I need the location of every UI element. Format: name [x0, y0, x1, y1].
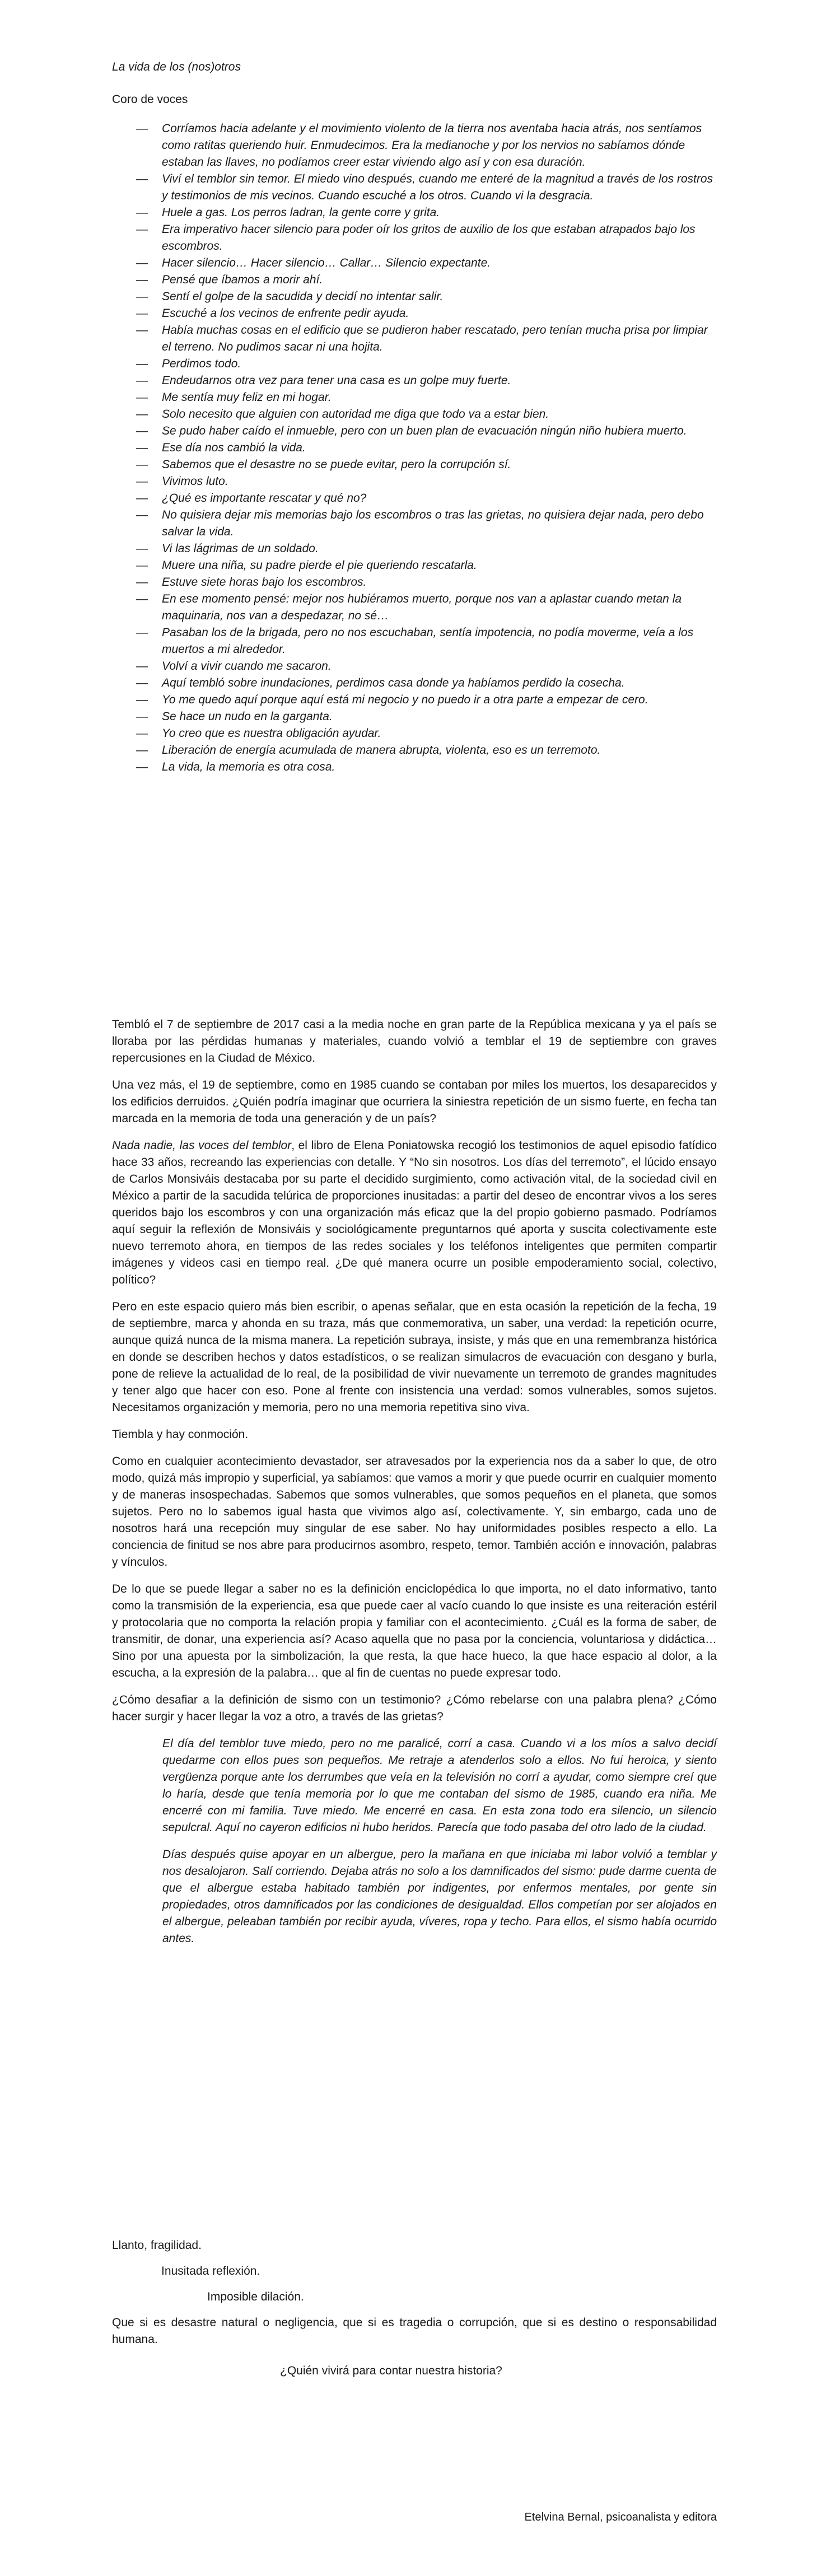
voice-item: — Escuché a los vecinos de enfrente pedir ayuda. [143, 305, 717, 322]
voice-item: — Sentí el golpe de la sacudida y decidí no intentar salir. [143, 288, 717, 305]
voice-item: — En ese momento pensé: mejor nos hubiéramos muerto, porque nos van a aplastar cuando metan la maquinaria, nos van a despedazar, no sé… [143, 591, 717, 624]
voice-item: — No quisiera dejar mis memorias bajo los escombros o tras las grietas, no quisiera dejar nada, pero debo salvar la vida. [143, 507, 717, 540]
voice-item: — Pasaban los de la brigada, pero no nos escuchaban, sentía impotencia, no podía moverme, veía a los muertos a mi alrededor. [143, 624, 717, 658]
voice-item: — Se hace un nudo en la garganta. [143, 708, 717, 725]
voice-item: — Vivimos luto. [143, 473, 717, 490]
testimony-quote: Días después quise apoyar en un albergue, pero la mañana en que iniciaba mi labor volvió a temblar y nos desalojaron. Salí corriendo. Dejaba atrás no solo a los damnificados del sismo: pude darme cuenta de que el albergue estaba habitado también por indigentes, por enfermos mentales, por gente sin propiedades, otros damnificados por las condiciones de desigualdad. Ellos competían por ser alojados en el albergue, peleaban también por recibir ayuda, víveres, ropa y techo. Para ellos, el sismo había ocurrido antes. [162, 1848, 717, 1945]
voice-item: — Pensé que íbamos a morir ahí. [143, 272, 717, 288]
closing-line: Que si es desastre natural o negligencia, que si es tragedia o corrupción, que si es destino o responsabilidad humana. [112, 2316, 717, 2346]
book-title: Nada nadie, las voces del temblor [112, 1139, 292, 1152]
voice-item: — Perdimos todo. [143, 356, 717, 372]
author-signature: Etelvina Bernal, psicoanalista y editora [524, 2511, 717, 2523]
paragraph: Pero en este espacio quiero más bien escribir, o apenas señalar, que en esta ocasión la repetición de la fecha, 19 de septiembre, marca y ahonda en su traza, más que conmemorativa, un saber, una verdad: la repetición ocurre, aunque quizá nunca de la misma manera. La repetición subraya, insiste, y más que en una remembranza histórica en donde se describen hechos y datos estadísticos, o se realizan simulacros de evacuación con desgano y burla, pone de relieve la actualidad de lo real, de la posibilidad de vivir nuevamente un terremoto de grandes magnitudes y tener algo que hacer con eso. Pone al frente con insistencia una verdad: somos vulnerables, somos sujetos. Necesitamos organización y memoria, pero no una memoria repetitiva sino viva. [112, 1300, 717, 1414]
voice-item: — Era imperativo hacer silencio para poder oír los gritos de auxilio de los que estaban atrapados bajo los escombros. [143, 221, 717, 255]
paragraph: Tiembla y hay conmoción. [112, 1428, 249, 1441]
voice-item: — Muere una niña, su padre pierde el pie queriendo rescatarla. [143, 557, 717, 574]
closing-line: Llanto, fragilidad. [112, 2239, 202, 2252]
paragraph: Como en cualquier acontecimiento devastador, ser atravesados por la experiencia nos da a saber lo que, de otro modo, quizá más impropio y superficial, ya sabíamos: que vamos a morir y que puede ocurrir en cualquier momento y de maneras insospechadas. Sabemos que somos vulnerables, que somos pequeños en el planeta, que somos sujetos. Pero no lo sabemos igual hasta que vivimos algo así, colectivamente. Y, sin embargo, cada uno de nosotros hará una recepción muy singular de ese saber. No hay uniformidades posibles respecto a ello. La conciencia de finitud se nos abre para producirnos asombro, respeto, temor. También acción e innovación, palabras y vínculos. [112, 1455, 717, 1569]
voice-item: — Se pudo haber caído el inmueble, pero con un buen plan de evacuación ningún niño hubiera muerto. [143, 423, 717, 440]
voice-item: — Yo creo que es nuestra obligación ayudar. [143, 725, 717, 742]
voice-item: — Endeudarnos otra vez para tener una casa es un golpe muy fuerte. [143, 372, 717, 389]
voice-item: — Liberación de energía acumulada de manera abrupta, violenta, eso es un terremoto. [143, 742, 717, 759]
voice-item: — Sabemos que el desastre no se puede evitar, pero la corrupción sí. [143, 456, 717, 473]
document-page [112, 59, 717, 776]
voice-item: — Había muchas cosas en el edificio que se pudieron haber rescatado, pero tenían mucha prisa por limpiar el terreno. No pudimos sacar ni una hojita. [143, 322, 717, 356]
voices-list [112, 120, 717, 776]
closing-line: Imposible dilación. [207, 2290, 304, 2303]
closing-question: ¿Quién vivirá para contar nuestra historia? [280, 2364, 502, 2377]
paragraph-text: , el libro de Elena Poniatowska recogió los testimonios de aquel episodio fatídico hace 33 años, recreando las experiencias con detalle. Y “No sin nosotros. Los días del terremoto”, el lúcido ensayo de Carlos Monsiváis destacaba por su parte el decidido surgimiento, como activación vital, de la sociedad civil en México a partir de la sacudida telúrica de proporciones inusitadas: a partir del deseo de encontrar vivos a los seres queridos bajo los escombros y con una organización más eficaz que la del propio gobierno pasmado. Podríamos aquí seguir la reflexión de Monsiváis y sociológicamente preguntarnos qué aporta y suscita colectivamente este nuevo terremoto ahora, en tiempos de las redes sociales y los teléfonos inteligentes que permiten compartir imágenes y videos casi en tiempo real. ¿De qué manera ocurre un posible empoderamiento social, colectivo, político? [112, 1139, 717, 1286]
closing-line: Inusitada reflexión. [161, 2265, 260, 2278]
voice-item: — Ese día nos cambió la vida. [143, 440, 717, 456]
voice-item: — Hacer silencio… Hacer silencio… Callar… Silencio expectante. [143, 255, 717, 272]
testimony-quote: El día del temblor tuve miedo, pero no me paralicé, corrí a casa. Cuando vi a los míos a salvo decidí quedarme con ellos pues son pequeños. Me retraje a atenderlos solo a ellos. No fui heroica, y siento vergüenza porque ante los derrumbes que veía en la televisión no corrí a ayudar, como siempre creí que lo haría, desde que tenía memoria por lo que me contaban del sismo de 1985, cuando era niña. Me encerré con mi familia. Tuve miedo. Me encerré en casa. En esta zona todo era silencio, un silencio sepulcral. Aquí no cayeron edificios ni hubo heridos. Parecía que todo pasaba del otro lado de la ciudad. [162, 1737, 717, 1834]
voice-item: — Me sentía muy feliz en mi hogar. [143, 389, 717, 406]
paragraph: De lo que se puede llegar a saber no es la definición enciclopédica lo que importa, no el dato informativo, tanto como la transmisión de la experiencia, esa que puede caer al vacío cuando lo que insiste es una reiteración estéril y protocolaria que no comporta la relación propia y familiar con el acontecimiento. ¿Cuál es la forma de saber, de transmitir, de donar, una experiencia así? Acaso aquella que no pasa por la conciencia, voluntariosa y didáctica… Sino por una apuesta por la simbolización, la que resta, la que hace hueco, la que hace espacio al dolor, a la escucha, a la expresión de la palabra… que al fin de cuentas no puede expresar todo. [112, 1583, 717, 1679]
voice-item: — Corríamos hacia adelante y el movimiento violento de la tierra nos aventaba hacia atrás, nos sentíamos como ratitas queriendo huir. Enmudecimos. Era la medianoche y por los nervios no sabíamos dónde estaban las llaves, no podíamos creer estar viviendo algo así y con esa duración. [143, 120, 717, 171]
voice-item: — ¿Qué es importante rescatar y qué no? [143, 490, 717, 507]
voice-item: — Estuve siete horas bajo los escombros. [143, 574, 717, 591]
voice-item: — Volví a vivir cuando me sacaron. [143, 658, 717, 675]
essay-body [112, 1016, 717, 1957]
paragraph: Tembló el 7 de septiembre de 2017 casi a la media noche en gran parte de la República mexicana y ya el país se lloraba por las pérdidas humanas y materiales, cuando volvió a temblar el 19 de septiembre con graves repercusiones en la Ciudad de México. [112, 1018, 717, 1065]
paragraph [112, 1137, 717, 1289]
closing-section [112, 2237, 717, 2379]
voice-item: — Vi las lágrimas de un soldado. [143, 540, 717, 557]
voice-item: — La vida, la memoria es otra cosa. [143, 759, 717, 776]
voice-item: — Solo necesito que alguien con autoridad me diga que todo va a estar bien. [143, 406, 717, 423]
voice-item: — Yo me quedo aquí porque aquí está mi negocio y no puedo ir a otra parte a empezar de cero. [143, 692, 717, 708]
paragraph: ¿Cómo desafiar a la definición de sismo con un testimonio? ¿Cómo rebelarse con una palabra plena? ¿Cómo hacer surgir y hacer llegar la voz a otro, a través de las grietas? [112, 1693, 717, 1723]
paragraph: Una vez más, el 19 de septiembre, como en 1985 cuando se contaban por miles los muertos, los desaparecidos y los edificios derruidos. ¿Quién podría imaginar que ocurriera la siniestra repetición de un sismo fuerte, en fecha tan marcada en la memoria de toda una generación y de un país? [112, 1079, 717, 1125]
document-title: La vida de los (nos)otros [112, 60, 241, 73]
voice-item: — Huele a gas. Los perros ladran, la gente corre y grita. [143, 204, 717, 221]
voice-item: — Viví el temblor sin temor. El miedo vino después, cuando me enteré de la magnitud a través de los rostros y testimonios de mis vecinos. Cuando escuché a los otros. Cuando vi la desgracia. [143, 171, 717, 204]
document-subtitle: Coro de voces [112, 93, 188, 106]
voice-item: — Aquí tembló sobre inundaciones, perdimos casa donde ya habíamos perdido la cosecha. [143, 675, 717, 692]
